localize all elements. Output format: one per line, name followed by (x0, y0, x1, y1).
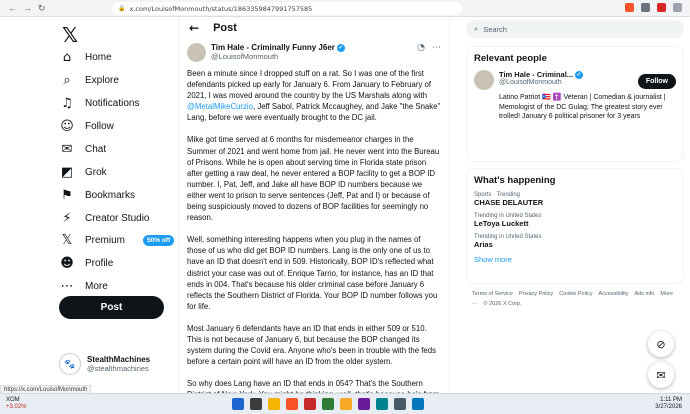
search-input[interactable] (466, 20, 684, 38)
forward-icon[interactable]: → (23, 2, 32, 13)
footer-link[interactable]: Terms of Service (472, 291, 513, 297)
stock-widget[interactable] (6, 397, 27, 411)
account-name: StealthMachines (87, 355, 151, 364)
folder-icon[interactable] (268, 398, 280, 410)
author-name[interactable]: Tim Hale - Criminally Funny J6er (211, 43, 335, 52)
sidebar-item-notifications[interactable] (59, 93, 139, 113)
premium-badge: 50% off (143, 235, 174, 246)
clock-time: 1:11 PM (660, 397, 682, 403)
lightning-icon: ⚡ (62, 210, 72, 226)
back-icon[interactable]: ← (8, 2, 17, 13)
add-user-icon: ☺ (60, 118, 74, 134)
messages-float-button[interactable]: ✉ (648, 362, 674, 388)
grok-float-button[interactable]: ⊘ (648, 331, 674, 357)
app-icon[interactable] (304, 398, 316, 410)
search-placeholder: Search (483, 24, 507, 34)
post-paragraph: Been a minute since I dropped stuff on a rat. So I was one of the first defendants picked up early for January 6. From January to February of 2021, I was moved around the country by the US Marshals along with @MetalMikeCurzio, Jeff Sabol, Patrick Mccaughey, and Jake "the Snake" Lang, before we were eventually brought to the DC jail. (187, 69, 441, 123)
sidebar-item-label: More (85, 280, 108, 292)
footer-link[interactable]: © 2026 X Corp. (483, 301, 522, 307)
lock-icon: 🔒 (118, 5, 126, 12)
post-paragraph: So why does Lang have an ID that ends in 054? That's the Southern (187, 379, 423, 389)
app-icon[interactable] (358, 398, 370, 410)
mail-icon: ✉ (61, 141, 73, 157)
relevant-bio: Latino Patriot 🇵🇷 ✝️ Veteran | Comedian & journalist | Memologist of the DC Gulag; The greatest story ever trolled! January 6 political prisoner for 3 years (499, 94, 666, 120)
post-paragraph: Well, something interesting happens when you plug in the names of those of us who did get BOP ID numbers. Lang is the only one of us to have an ID that doesn't end in 509. Historically, BOP ID's reflected what district your case was out of. Enrique Tarrio, for instance, has an ID that ends in 004. That's because his older criminal case before January 6 reflects the Southern District of Florida. Your BOP ID number follows you for life. (187, 235, 438, 311)
post-paragraph: Mike got time served at 6 months for misdemeanor charges in the Summer of 2021 and went home from jail. He never went into the Bureau of Prisons. While he is open about serving time in Florida state prison after getting a raw deal, he never entered a BOP facility to get a BOP ID number. I, Pat, Jeff, and Jake all have BOP ID numbers because we either went to prison to serve sentences (Jeff, Pat and I) or because of being suspiciously moved to dozens of BOP facilities for seemingly no reason. (187, 135, 440, 223)
extension-icons (625, 3, 682, 12)
taskbar (0, 393, 690, 414)
bookmark-icon: ⚑ (61, 187, 73, 203)
sidebar-item-grok[interactable] (59, 162, 107, 182)
verified-icon: ✓ (576, 71, 582, 78)
author-handle[interactable]: @LouisofMonmouth (211, 52, 279, 61)
bell-icon: ♫ (61, 95, 73, 111)
stock-ticker: XOM (6, 397, 20, 403)
relevant-people-card (466, 46, 684, 162)
trend-title: LeToya Luckett (474, 219, 529, 228)
post-header (179, 17, 449, 39)
back-arrow-icon[interactable]: ← (189, 21, 200, 35)
whats-happening-card (466, 168, 684, 284)
post-paragraph: Most January 6 defendants have an ID that ends in either 509 or 510. This is not because of January 6, but because the BOP changed its system during the Covid era. Anyone who's been in trouble with the feds before a certain point will have an ID from the older system. (187, 323, 436, 367)
avatar[interactable] (474, 70, 494, 90)
system-clock[interactable] (655, 397, 682, 411)
happening-title: What's happening (474, 175, 556, 186)
footer-link[interactable]: Privacy Policy (518, 291, 554, 297)
more-icon: ⋯ (60, 278, 74, 294)
extension-icon[interactable] (657, 3, 666, 12)
sidebar-item-premium[interactable] (59, 230, 174, 250)
footer-link[interactable]: More ··· (472, 291, 673, 307)
sidebar-item-label: Creator Studio (85, 212, 150, 224)
footer-link[interactable]: Cookie Policy (559, 291, 593, 297)
footer-link[interactable]: Ads info (634, 291, 655, 297)
grok-icon: ◩ (60, 164, 74, 180)
search-icon: ⌕ (63, 72, 71, 88)
sidebar-item-profile[interactable] (59, 253, 113, 273)
app-icon[interactable] (376, 398, 388, 410)
account-handle: @stealthmachines (87, 364, 149, 373)
x-logo-icon[interactable]: 𝕏 (62, 23, 79, 47)
post-text (179, 62, 449, 412)
app-icon[interactable] (394, 398, 406, 410)
relevant-name[interactable]: Tim Hale - Criminal... (499, 70, 574, 79)
app-icon[interactable] (340, 398, 352, 410)
page-title: Post (213, 22, 237, 34)
trend-category: Sports · Trending (474, 192, 521, 198)
task-view-icon[interactable] (250, 398, 262, 410)
x-premium-icon: 𝕏 (61, 232, 73, 248)
grok-icon[interactable]: ◔ (417, 43, 425, 53)
mention-link[interactable]: @MetalMikeCurzio (187, 102, 253, 112)
app-icon[interactable] (412, 398, 424, 410)
left-sidebar (55, 17, 175, 392)
sidebar-item-label: Home (85, 51, 112, 63)
sidebar-item-explore[interactable] (59, 70, 119, 90)
extension-icon[interactable] (641, 3, 650, 12)
address-bar[interactable] (112, 2, 462, 15)
trend-item[interactable] (474, 192, 676, 207)
status-url: https://x.com/LouisofMonmouth (0, 385, 91, 395)
start-icon[interactable] (232, 398, 244, 410)
home-icon: ⌂ (62, 49, 72, 65)
sidebar-item-label: Grok (85, 166, 107, 178)
footer-links (472, 289, 682, 309)
sidebar-item-follow[interactable] (59, 116, 114, 136)
trend-item[interactable] (474, 234, 676, 249)
avatar[interactable] (187, 43, 206, 62)
sidebar-item-label: Profile (85, 257, 114, 269)
browser-toolbar (0, 0, 690, 17)
person-icon: ☻ (60, 255, 74, 271)
menu-icon[interactable] (673, 3, 682, 12)
footer-link[interactable]: Accessibility (598, 291, 629, 297)
relevant-handle[interactable]: @LouisofMonmouth (499, 79, 562, 86)
post-author (179, 39, 449, 62)
show-more-link[interactable]: Show more (474, 255, 512, 264)
main-column (178, 17, 450, 392)
trend-category: Trending in United States (474, 213, 542, 219)
sidebar-item-more[interactable] (59, 276, 108, 296)
sidebar-item-home[interactable] (59, 47, 112, 67)
sidebar-item-creator-studio[interactable] (59, 208, 149, 228)
clock-date: 3/27/2026 (655, 404, 682, 410)
trend-item[interactable] (474, 213, 676, 228)
sidebar-item-label: Premium (85, 234, 126, 246)
sidebar-item-label: Follow (85, 120, 114, 132)
search-icon: ⌕ (474, 24, 479, 33)
sidebar-item-label: Explore (85, 74, 119, 86)
sidebar-item-bookmarks[interactable] (59, 185, 135, 205)
verified-icon: ✓ (338, 44, 344, 51)
trend-title: CHASE DELAUTER (474, 198, 544, 207)
sidebar-item-chat[interactable] (59, 139, 106, 159)
more-icon[interactable]: ⋯ (432, 43, 441, 53)
avatar: 🐾 (59, 353, 81, 375)
trend-category: Trending in United States (474, 234, 542, 240)
taskbar-apps (232, 398, 424, 410)
brave-shield-icon[interactable] (625, 3, 634, 12)
follow-button[interactable]: Follow (638, 74, 676, 89)
post-button[interactable]: Post (59, 296, 164, 319)
sidebar-item-label: Notifications (85, 97, 140, 109)
trend-title: Arias (474, 240, 493, 249)
reload-icon[interactable]: ↻ (38, 2, 46, 13)
stock-change: +3.02% (6, 404, 27, 410)
brave-icon[interactable] (286, 398, 298, 410)
sidebar-item-label: Chat (85, 143, 107, 155)
sidebar-item-label: Bookmarks (85, 189, 136, 201)
relevant-title: Relevant people (474, 53, 547, 64)
account-switcher[interactable] (59, 353, 150, 375)
browser-nav (0, 3, 110, 14)
app-icon[interactable] (322, 398, 334, 410)
url-text: x.com/LouisofMonmouth/status/1863359847991757585 (129, 4, 313, 13)
